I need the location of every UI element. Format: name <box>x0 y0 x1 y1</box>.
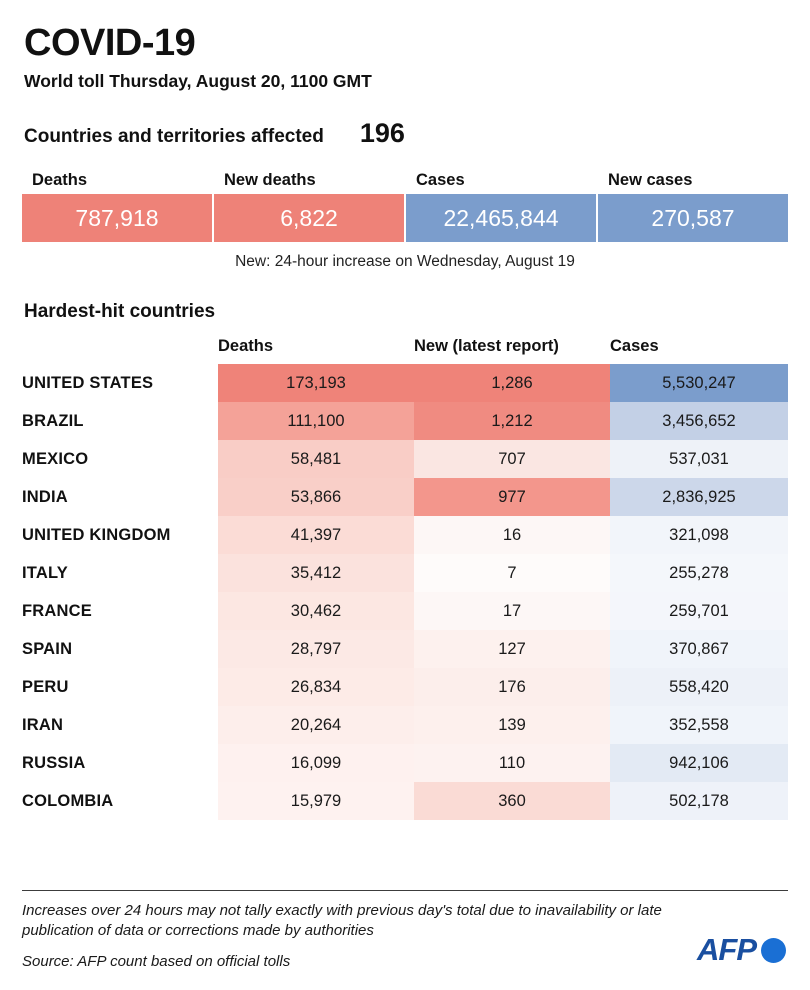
table-row <box>22 554 788 592</box>
countries-table <box>22 337 788 820</box>
table-row <box>22 706 788 744</box>
country-name: BRAZIL <box>22 411 84 430</box>
country-name: MEXICO <box>22 449 89 468</box>
col-header-country <box>22 337 218 364</box>
table-row <box>22 668 788 706</box>
country-new: 360 <box>414 782 610 820</box>
summary-value-row <box>22 194 788 242</box>
country-deaths: 35,412 <box>218 554 414 592</box>
summary-value-deaths: 787,918 <box>22 194 214 242</box>
country-deaths: 58,481 <box>218 440 414 478</box>
country-name: PERU <box>22 677 69 696</box>
country-cases: 502,178 <box>610 782 788 820</box>
summary-header-new-deaths: New deaths <box>224 171 316 189</box>
country-cases: 352,558 <box>610 706 788 744</box>
country-new: 1,286 <box>414 364 610 402</box>
country-deaths: 28,797 <box>218 630 414 668</box>
country-deaths: 30,462 <box>218 592 414 630</box>
table-row <box>22 630 788 668</box>
country-cases: 259,701 <box>610 592 788 630</box>
summary-table <box>22 171 788 271</box>
summary-value-cases: 22,465,844 <box>406 194 598 242</box>
country-name: RUSSIA <box>22 753 86 772</box>
afp-logo <box>697 932 786 968</box>
country-new: 16 <box>414 516 610 554</box>
country-cases: 370,867 <box>610 630 788 668</box>
country-deaths: 41,397 <box>218 516 414 554</box>
country-cases: 5,530,247 <box>610 364 788 402</box>
table-row <box>22 402 788 440</box>
footer <box>22 890 788 971</box>
country-cases: 942,106 <box>610 744 788 782</box>
table-row <box>22 782 788 820</box>
country-deaths: 20,264 <box>218 706 414 744</box>
footer-source: Source: AFP count based on official tolls <box>22 953 291 970</box>
table-row <box>22 516 788 554</box>
country-new: 127 <box>414 630 610 668</box>
country-deaths: 15,979 <box>218 782 414 820</box>
summary-header-row <box>22 171 788 190</box>
country-new: 7 <box>414 554 610 592</box>
country-deaths: 16,099 <box>218 744 414 782</box>
country-name: COLOMBIA <box>22 791 114 810</box>
country-name: INDIA <box>22 487 68 506</box>
country-deaths: 111,100 <box>218 402 414 440</box>
table-row <box>22 478 788 516</box>
country-name: IRAN <box>22 715 64 734</box>
country-name: ITALY <box>22 563 68 582</box>
country-new: 977 <box>414 478 610 516</box>
countries-affected-value: 196 <box>359 118 405 148</box>
country-name: UNITED STATES <box>22 373 154 392</box>
country-cases: 255,278 <box>610 554 788 592</box>
page-title: COVID-19 <box>24 22 196 64</box>
summary-note: New: 24-hour increase on Wednesday, August 19 <box>235 253 575 270</box>
countries-affected-label: Countries and territories affected <box>24 126 324 147</box>
country-name: UNITED KINGDOM <box>22 525 171 544</box>
footer-note: Increases over 24 hours may not tally exactly with previous day's total due to inavailability or late publication of data or corrections made by authorities <box>22 901 662 939</box>
country-name: FRANCE <box>22 601 92 620</box>
footer-divider <box>22 890 788 891</box>
table-row <box>22 592 788 630</box>
country-new: 176 <box>414 668 610 706</box>
summary-value-new-deaths: 6,822 <box>214 194 406 242</box>
country-cases: 558,420 <box>610 668 788 706</box>
country-deaths: 173,193 <box>218 364 414 402</box>
col-header-new: New (latest report) <box>414 337 559 355</box>
table-row <box>22 440 788 478</box>
countries-affected <box>24 118 788 149</box>
summary-header-new-cases: New cases <box>608 171 693 189</box>
page-subtitle: World toll Thursday, August 20, 1100 GMT <box>24 71 372 91</box>
country-name: SPAIN <box>22 639 73 658</box>
table-row <box>22 364 788 402</box>
country-deaths: 26,834 <box>218 668 414 706</box>
afp-logo-dot-icon <box>761 938 786 963</box>
summary-value-new-cases: 270,587 <box>598 194 788 242</box>
col-header-cases: Cases <box>610 337 659 355</box>
country-cases: 3,456,652 <box>610 402 788 440</box>
summary-header-cases: Cases <box>416 171 465 189</box>
country-new: 1,212 <box>414 402 610 440</box>
country-new: 17 <box>414 592 610 630</box>
country-cases: 537,031 <box>610 440 788 478</box>
country-new: 139 <box>414 706 610 744</box>
countries-header-row <box>22 337 788 364</box>
section-title: Hardest-hit countries <box>24 301 216 322</box>
summary-header-deaths: Deaths <box>32 171 88 189</box>
country-deaths: 53,866 <box>218 478 414 516</box>
table-row <box>22 744 788 782</box>
country-cases: 321,098 <box>610 516 788 554</box>
country-cases: 2,836,925 <box>610 478 788 516</box>
col-header-deaths: Deaths <box>218 337 274 355</box>
country-new: 707 <box>414 440 610 478</box>
country-new: 110 <box>414 744 610 782</box>
afp-logo-text: AFP <box>697 932 756 967</box>
